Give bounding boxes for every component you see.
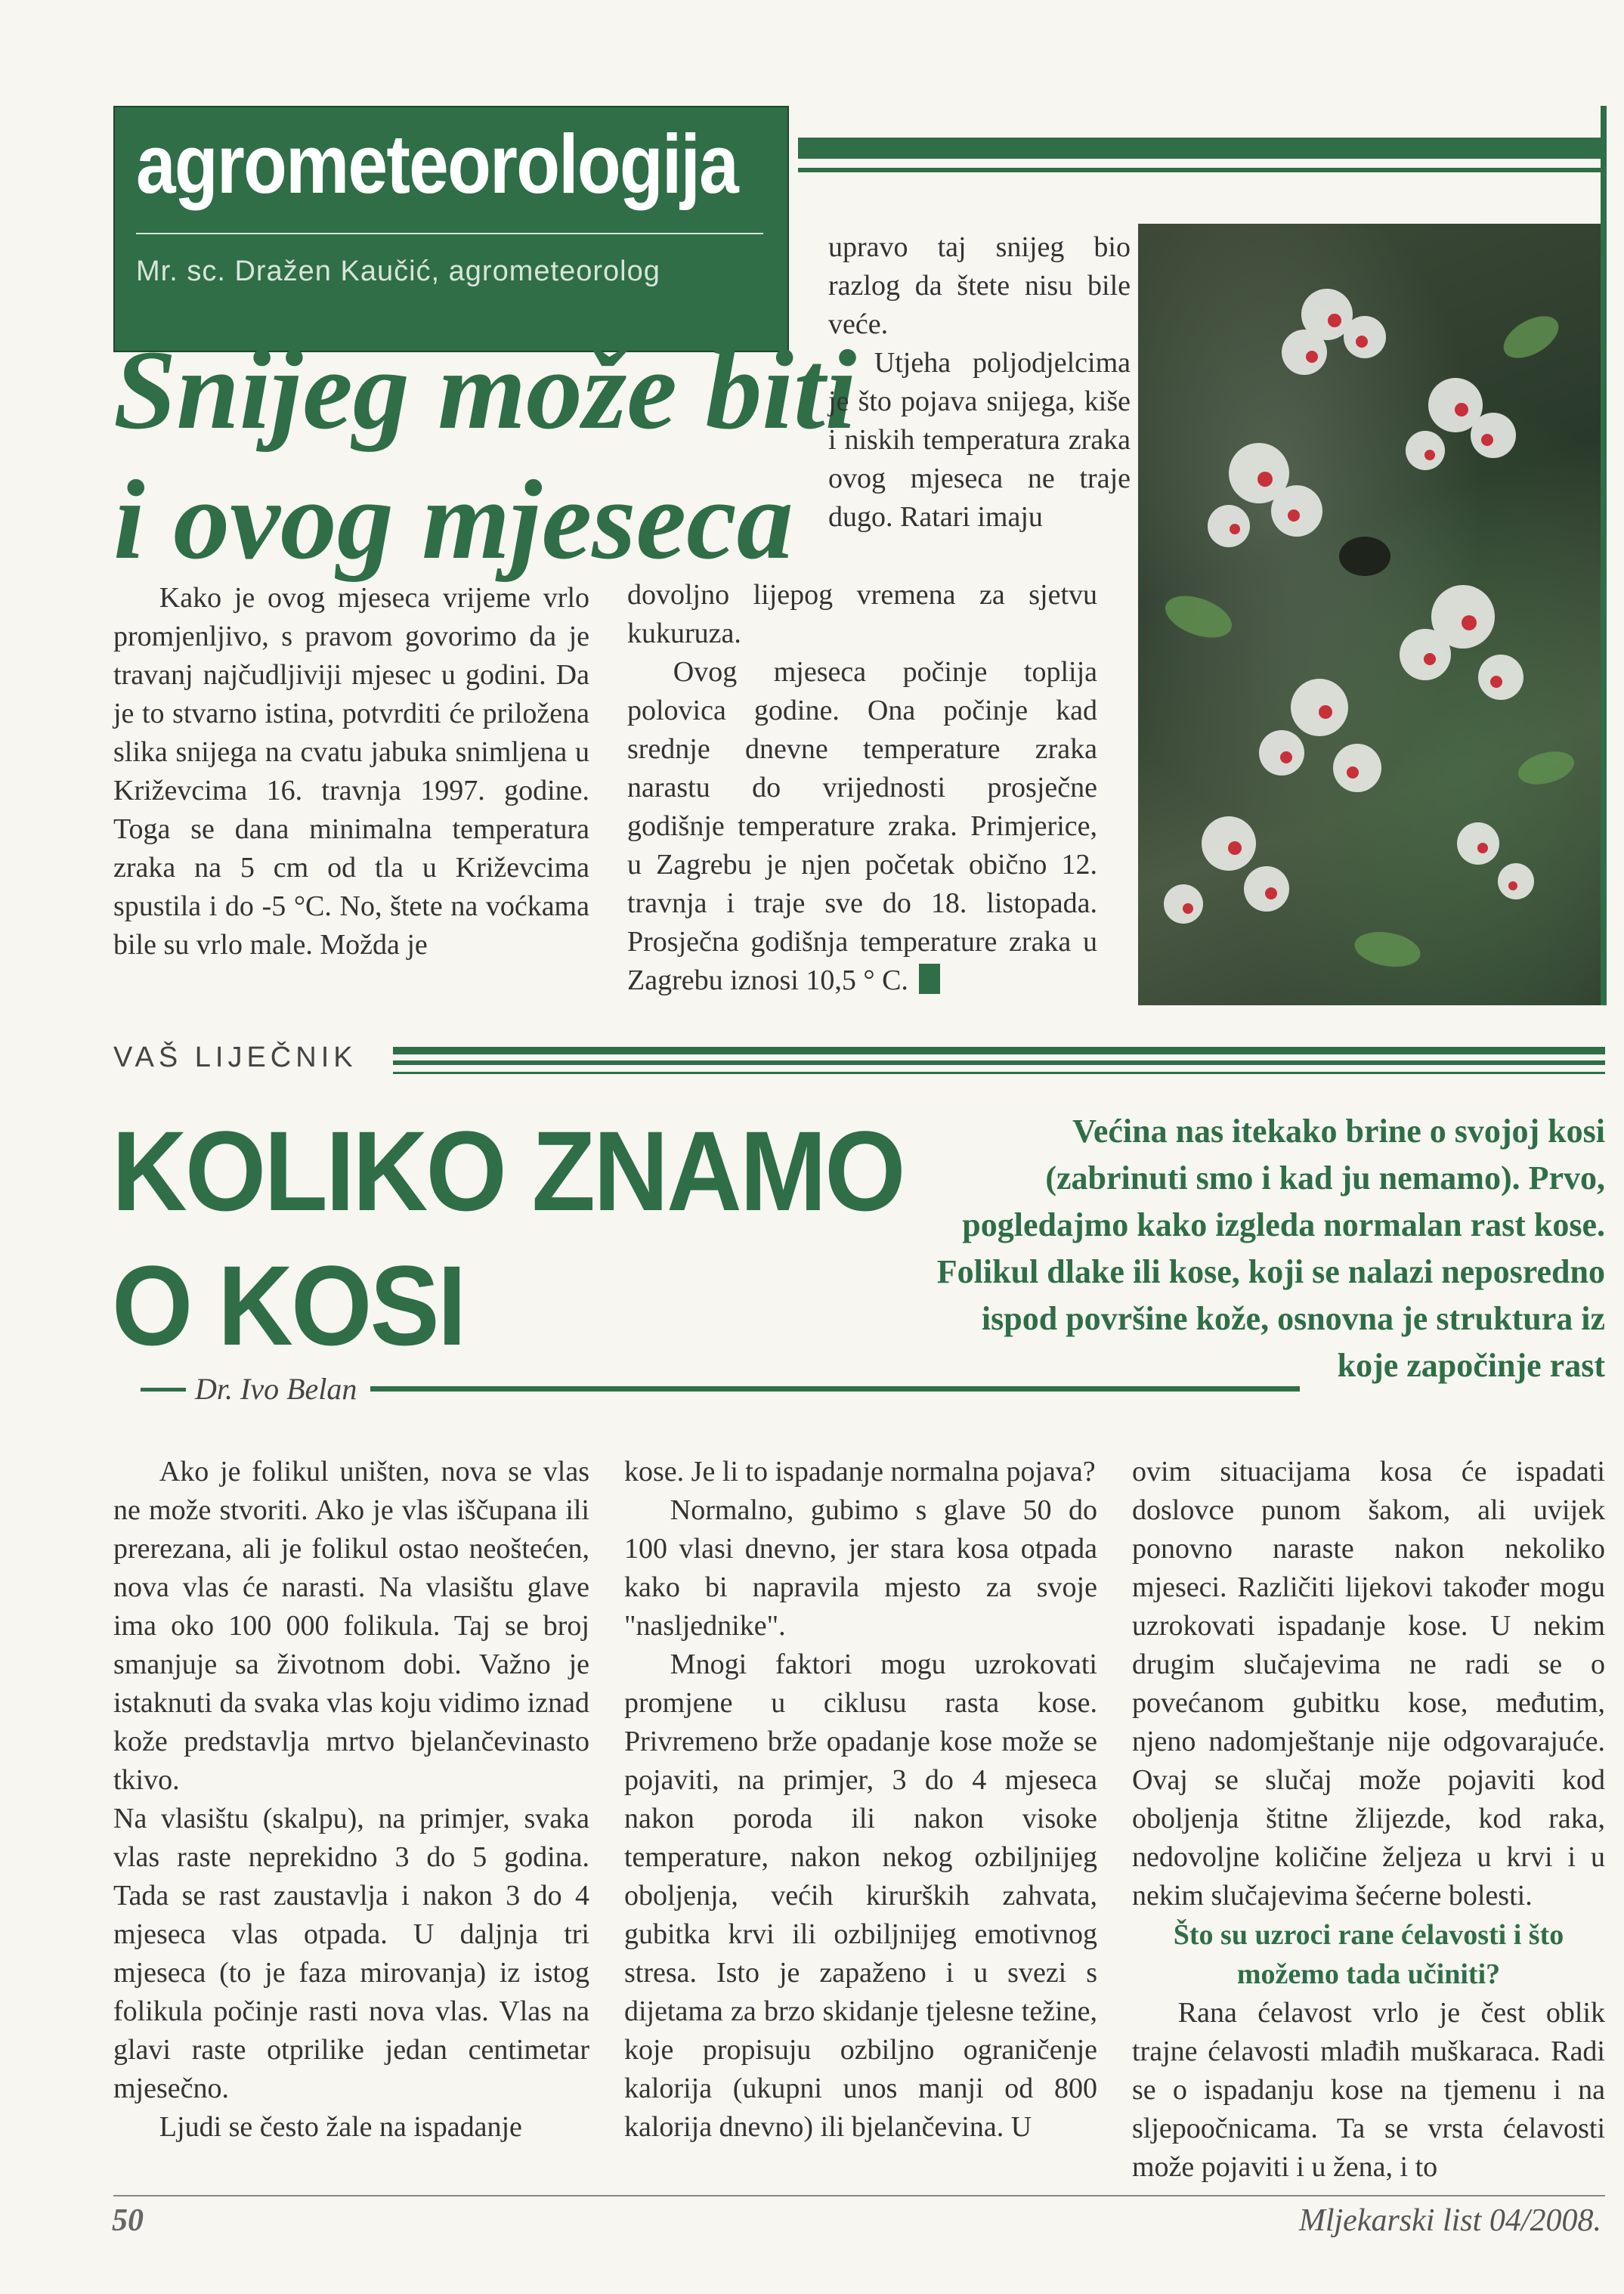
paragraph: Ako je folikul uništen, nova se vlas ne može stvoriti. Ako je vlas iščupana ili prerezana, ali je folikul ostao neoštećen, nova vlas će narasti. Na vlasištu glave ima oko 100 000 folikula. Taj se broj smanjuje sa životnom dobi. Važno je istaknuti da svaka vlas koju vidimo iznad kože predstavlja mrtvo bjelančevinasto tkivo. [113,1456,589,1796]
blossom-illustration [1138,224,1601,1005]
subheading: Što su uzroci rane ćelavosti i što možemo tada učiniti? [1173,1919,1564,1990]
paragraph: Utjeha poljodjelcima je što pojava snijega, kiše i niskih temperatura zraka ovog mjeseca ne traje dugo. Ratari imaju [828,347,1131,533]
headline-line-2: O KOSI [112,1242,465,1369]
end-of-article-mark [919,964,940,994]
author-byline: Mr. sc. Dražen Kaučić, agrometeorolog [136,255,660,287]
author-dash [141,1388,186,1392]
article-headline [112,1104,904,1373]
article-column-1 [113,579,589,964]
header-rule-thin [798,168,1605,172]
article-column-2 [624,1453,1097,2147]
magazine-issue: Mljekarski list 04/2008. [1298,2203,1601,2238]
section-rule [393,1060,1605,1065]
paragraph: Ljudi se često žale na ispadanje [159,2111,522,2143]
paragraph: kose. Je li to ispadanje normalna pojava? [624,1456,1096,1488]
article-column-2-top [828,228,1131,537]
right-border-rule [1601,106,1607,1005]
page-number: 50 [112,2203,144,2238]
intro-line: pogledajmo kako izgleda normalan rast kose. [962,1206,1605,1243]
headline-line-1: Snijeg može biti [113,327,857,453]
article-headline [113,325,857,585]
header-rule-thick [798,138,1605,159]
intro-line: ispod površine kože, osnovna je struktura iz [981,1300,1605,1337]
paragraph-last [627,653,1097,1000]
article-column-3 [1132,1453,1605,2187]
photo-snow-on-apple-blossoms [1138,224,1601,1005]
paragraph-text: Ovog mjeseca počinje toplija polovica godine. Ona počinje kad srednje dnevne temperature zraka narastu do vrijednosti prosječne godišnje temperature zraka. Primjerice, u Zagrebu je njen početak obično 12. travnja i traje sve do 18. listopada. Prosječna godišnja temperature zraka u Zagrebu iznosi 10,5 ° C. [627,656,1097,996]
headline-line-2: i ovog mjeseca [113,457,793,583]
intro-line: Većina nas itekako brine o svojoj kosi [1072,1113,1605,1150]
paragraph: upravo taj snijeg bio razlog da štete nisu bile veće. [828,231,1131,340]
bee-shape [1339,537,1390,576]
intro-line: (zabrinuti smo i kad ju nemamo). Prvo, [1045,1159,1605,1197]
paragraph: Normalno, gubimo s glave 50 do 100 vlasi dnevno, jer stara kosa otpada kako bi napravila mjesto za svoje "nasljednike". [624,1494,1097,1642]
author-byline: Dr. Ivo Belan [195,1372,357,1406]
intro-line: koje započinje rast [1337,1347,1605,1384]
author-rule [370,1386,1300,1392]
paragraph: dovoljno lijepog vremena za sjetvu kukuruza. [627,579,1097,649]
paragraph: ovim situacijama kosa će ispadati doslovce punom šakom, ali uvijek ponovno naraste nakon nekoliko mjeseci. Različiti lijekovi također mogu uzrokovati ispadanje kose. U nekim drugim slučajevima ne radi se o povećanom gubitku kose, međutim, njeno nadomještanje nije odgovarajuće. Ovaj se slučaj može pojaviti kod oboljenja štitne žlijezde, kod raka, nedovoljne količine željeza u krvi i u nekim slučajevima šećerne bolesti. [1132,1456,1605,1912]
paragraph: Rana ćelavost vrlo je čest oblik trajne ćelavosti mlađih muškaraca. Radi se o ispadanju kose na tjemenu i na sljepoočnicama. Ta se vrsta ćelavosti može pojaviti i u žena, i to [1132,1997,1605,2183]
header-divider [136,233,763,234]
footer-rule [113,2195,1605,2196]
section-title: agrometeorologija [136,118,738,211]
article-intro [839,1108,1605,1389]
article-column-2-bottom [627,576,1097,1000]
article-column-1 [113,1453,589,2147]
section-label: VAŠ LIJEČNIK [113,1042,357,1073]
headline-line-1: KOLIKO ZNAMO [112,1107,904,1234]
section-rule [393,1072,1605,1074]
section-rule [393,1047,1605,1054]
paragraph: Mnogi faktori mogu uzrokovati promjene u ciklusu rasta kose. Privremeno brže opadanje kose može se pojaviti, na primjer, 3 do 4 mjeseca nakon poroda ili nakon visoke temperature, nakon nekog ozbiljnijeg oboljenja, većih kirurških zahvata, gubitka krvi ili ozbiljnijeg emotivnog stresa. Isto je zapaženo i u svezi s dijetama za brzo skidanje tjelesne težine, koje propisuju ozbiljno ograničenje kalorija (ukupni unos manji od 800 kalorija dnevno) ili bjelančevina. U [624,1649,1097,2143]
paragraph: Na vlasištu (skalpu), na primjer, svaka vlas raste neprekidno 3 do 5 godina. Tada se rast zaustavlja i nakon 3 do 4 mjeseca vlas otpada. U daljnja tri mjeseca (to je faza mirovanja) iz istog folikula počinje rasti nova vlas. Vlas na glavi raste otprilike jedan centimetar mjesečno. [113,1803,589,2104]
intro-line: Folikul dlake ili kose, koji se nalazi neposredno [936,1253,1605,1290]
paragraph: Kako je ovog mjeseca vrijeme vrlo promjenljivo, s pravom govorimo da je travanj najčudljiviji mjesec u godini. Da je to stvarno istina, potvrditi će priložena slika snijega na cvatu jabuka snimljena u Križevcima 16. travnja 1997. godine. Toga se dana minimalna temperatura zraka na 5 cm od tla u Križevcima spustila i do -5 °C. No, štete na voćkama bile su vrlo male. Možda je [113,582,589,961]
